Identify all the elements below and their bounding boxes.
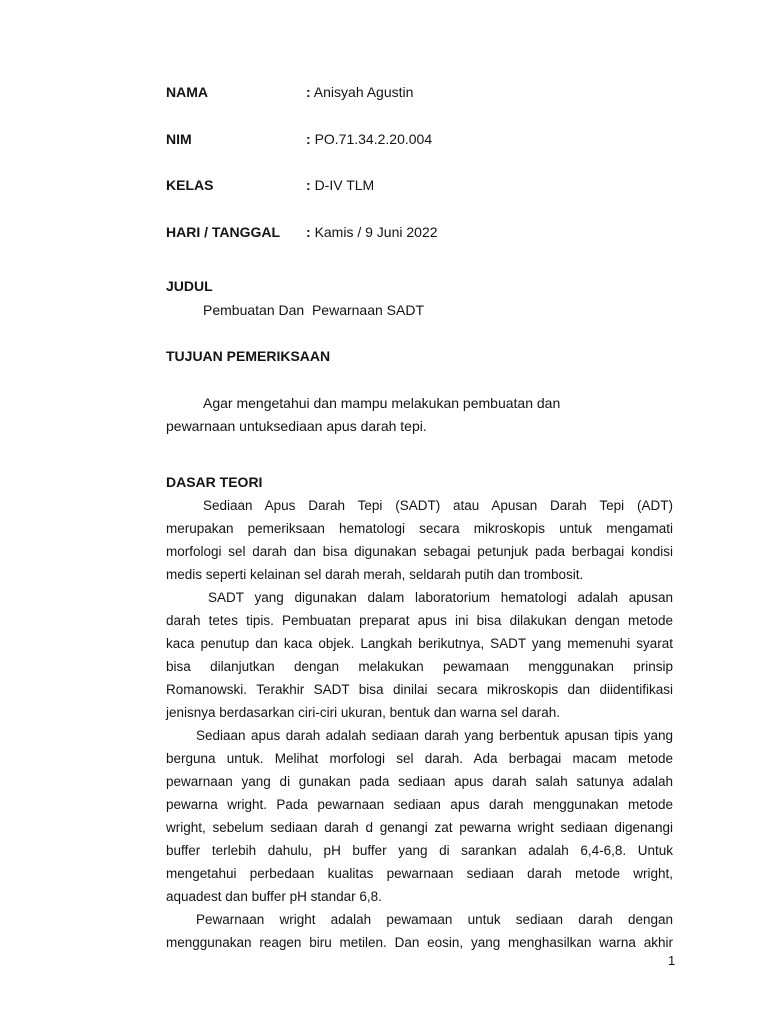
nim-value-row — [306, 131, 432, 147]
body-line: pewarna wright. Pada pewarnaan sediaan apus darah menggunakan metode — [166, 797, 673, 812]
body-line: morfologi sel darah dan bisa digunakan sebagai petunjuk pada berbagai kondisi — [166, 544, 673, 559]
dasar-teori-heading: DASAR TEORI — [166, 474, 263, 490]
judul-text: Pembuatan Dan Pewarnaan SADT — [203, 302, 425, 318]
nama-value: Anisyah Agustin — [313, 84, 414, 100]
tanggal-label: HARI / TANGGAL — [166, 224, 281, 240]
body-line: medis seperti kelainan sel darah merah, seldarah putih dan trombosit. — [166, 567, 584, 582]
body-line: SADT yang digunakan dalam laboratorium hematologi adalah apusan — [208, 590, 673, 605]
kelas-value: D-IV TLM — [314, 177, 375, 193]
nim-label: NIM — [166, 131, 192, 147]
body-line: buffer terlebih dahulu, pH buffer yang di sarankan adalah 6,4-6,8. Untuk — [166, 843, 673, 858]
body-line: berguna untuk. Melihat morfologi sel darah. Ada berbagai macam metode — [166, 751, 673, 766]
body-line: aquadest dan buffer pH standar 6,8. — [166, 889, 382, 904]
tujuan-heading: TUJUAN PEMERIKSAAN — [166, 348, 331, 364]
body-line: bisa dilanjutkan dengan melakukan pewamaan menggunakan prinsip — [166, 659, 673, 674]
tanggal-value: Kamis / 9 Juni 2022 — [314, 224, 438, 240]
nama-value-row — [306, 84, 413, 100]
body-line: menggunakan reagen biru metilen. Dan eosin, yang menghasilkan warna akhir — [166, 935, 673, 950]
nama-label: NAMA — [166, 84, 208, 100]
body-line: Sediaan apus darah adalah sediaan darah yang berbentuk apusan tipis yang — [196, 728, 673, 743]
page-number: 1 — [668, 953, 676, 968]
body-line: merupakan pemeriksaan hematologi secara mikroskopis untuk mengamati — [166, 521, 673, 536]
body-line: kaca penutup dan kaca objek. Langkah berikutnya, SADT yang memenuhi syarat — [166, 636, 673, 651]
colon: : — [306, 177, 311, 193]
body-line: darah tetes tipis. Pembuatan preparat apus ini bisa dilakukan dengan metode — [166, 613, 673, 628]
body-line: Sediaan Apus Darah Tepi (SADT) atau Apusan Darah Tepi (ADT) — [203, 498, 673, 513]
body-line: jenisnya berdasarkan ciri-ciri ukuran, bentuk dan warna sel darah. — [166, 705, 560, 720]
kelas-value-row — [306, 177, 374, 193]
judul-heading: JUDUL — [166, 278, 213, 294]
tujuan-line: pewarnaan untuksediaan apus darah tepi. — [166, 418, 427, 434]
tanggal-value-row — [306, 224, 438, 240]
body-line: wright, sebelum sediaan darah d genangi zat pewarna wright sediaan digenangi — [166, 820, 673, 835]
body-line: Romanowski. Terakhir SADT bisa dinilai secara mikroskopis dan diidentifikasi — [166, 682, 673, 697]
kelas-label: KELAS — [166, 177, 214, 193]
nim-value: PO.71.34.2.20.004 — [314, 131, 433, 147]
body-line: Pewarnaan wright adalah pewamaan untuk sediaan darah dengan — [196, 912, 673, 927]
colon: : — [306, 224, 311, 240]
body-line: pewarnaan yang di gunakan pada sediaan apus darah salah satunya adalah — [166, 774, 673, 789]
body-line: mengetahui perbedaan kualitas pewarnaan sediaan darah metode wright, — [166, 866, 673, 881]
tujuan-line: Agar mengetahui dan mampu melakukan pembuatan dan — [203, 395, 561, 411]
colon: : — [306, 131, 311, 147]
colon: : — [306, 84, 311, 100]
